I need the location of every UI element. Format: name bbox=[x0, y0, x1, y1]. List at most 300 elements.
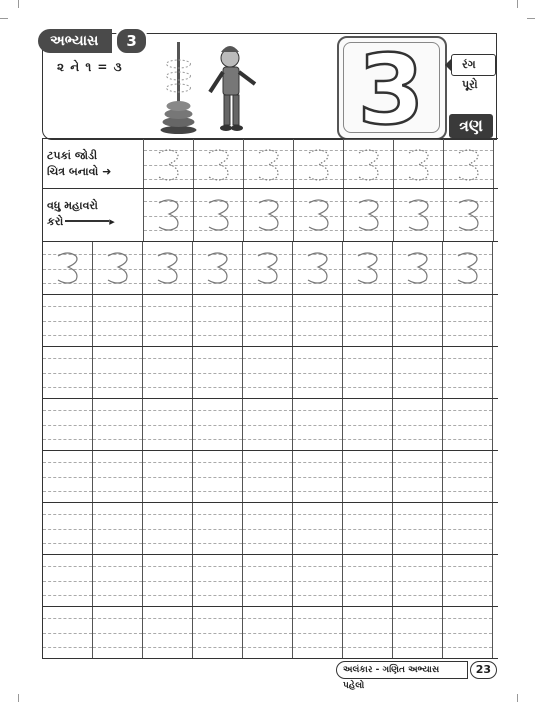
guide-line bbox=[243, 618, 292, 619]
crop-mark bbox=[0, 18, 8, 19]
guide-line bbox=[243, 335, 292, 336]
writing-cell[interactable] bbox=[193, 347, 243, 398]
writing-cell[interactable] bbox=[243, 451, 293, 502]
guide-line bbox=[293, 543, 342, 544]
writing-cell[interactable] bbox=[144, 189, 194, 241]
writing-cell[interactable] bbox=[393, 242, 443, 294]
guide-lines bbox=[343, 451, 392, 502]
guide-lines bbox=[193, 347, 242, 398]
guide-line bbox=[93, 373, 142, 374]
guide-line bbox=[443, 439, 492, 440]
guide-line bbox=[93, 335, 142, 336]
guide-line bbox=[43, 335, 92, 336]
writing-cell[interactable] bbox=[443, 399, 493, 450]
guide-lines bbox=[243, 451, 292, 502]
guide-line bbox=[293, 462, 342, 463]
writing-cell[interactable] bbox=[143, 399, 193, 450]
writing-cell[interactable] bbox=[343, 347, 393, 398]
page-number: 23 bbox=[470, 661, 497, 679]
guide-line bbox=[293, 335, 342, 336]
writing-cell[interactable] bbox=[93, 399, 143, 450]
writing-cell[interactable] bbox=[243, 347, 293, 398]
guide-line bbox=[143, 410, 192, 411]
writing-cell[interactable] bbox=[43, 242, 93, 294]
writing-cell[interactable] bbox=[443, 242, 493, 294]
trace-instruction-line2-wrap bbox=[47, 164, 143, 180]
guide-lines bbox=[93, 555, 142, 606]
guide-line bbox=[243, 321, 292, 322]
traceable-digit-three bbox=[450, 248, 486, 288]
guide-line bbox=[393, 462, 442, 463]
guide-line bbox=[293, 647, 342, 648]
guide-line bbox=[343, 566, 392, 567]
writing-cell[interactable] bbox=[343, 451, 393, 502]
guide-line bbox=[193, 566, 242, 567]
guide-lines bbox=[343, 399, 392, 450]
guide-lines bbox=[43, 607, 92, 658]
exercise-number: 3 bbox=[115, 27, 147, 55]
guide-line bbox=[93, 410, 142, 411]
guide-line bbox=[43, 425, 92, 426]
writing-cell[interactable] bbox=[443, 503, 493, 554]
traceable-digit-three bbox=[301, 195, 337, 235]
guide-lines bbox=[343, 555, 392, 606]
guide-lines bbox=[243, 607, 292, 658]
guide-lines bbox=[43, 503, 92, 554]
writing-cell[interactable] bbox=[93, 503, 143, 554]
writing-cell[interactable] bbox=[293, 607, 343, 658]
guide-line bbox=[443, 335, 492, 336]
writing-cell[interactable] bbox=[344, 139, 394, 188]
guide-line bbox=[43, 491, 92, 492]
guide-lines bbox=[143, 555, 192, 606]
guide-lines bbox=[243, 503, 292, 554]
writing-cell[interactable] bbox=[93, 242, 143, 294]
guide-lines bbox=[43, 295, 92, 346]
writing-cell[interactable] bbox=[143, 607, 193, 658]
guide-line bbox=[443, 410, 492, 411]
writing-cell[interactable] bbox=[393, 295, 443, 346]
exercise-title bbox=[38, 29, 148, 53]
empty-practice-row bbox=[43, 555, 498, 607]
writing-cell[interactable] bbox=[244, 189, 294, 241]
writing-cell[interactable] bbox=[393, 503, 443, 554]
guide-line bbox=[343, 633, 392, 634]
writing-cell[interactable] bbox=[443, 347, 493, 398]
empty-practice-row bbox=[43, 347, 498, 399]
guide-lines bbox=[193, 555, 242, 606]
guide-line bbox=[93, 514, 142, 515]
writing-cell[interactable] bbox=[43, 555, 93, 606]
guide-line bbox=[293, 595, 342, 596]
guide-line bbox=[243, 566, 292, 567]
writing-cell[interactable] bbox=[93, 347, 143, 398]
guide-line bbox=[293, 514, 342, 515]
guide-line bbox=[343, 529, 392, 530]
writing-cell[interactable] bbox=[443, 295, 493, 346]
writing-cell[interactable] bbox=[43, 451, 93, 502]
guide-line bbox=[293, 439, 342, 440]
guide-line bbox=[243, 529, 292, 530]
traceable-digit-three bbox=[251, 195, 287, 235]
guide-line bbox=[143, 373, 192, 374]
guide-line bbox=[393, 477, 442, 478]
writing-cell[interactable] bbox=[144, 139, 194, 188]
guide-line bbox=[443, 462, 492, 463]
writing-cell[interactable] bbox=[243, 607, 293, 658]
guide-line bbox=[443, 618, 492, 619]
writing-cell[interactable] bbox=[243, 295, 293, 346]
guide-line bbox=[343, 491, 392, 492]
guide-line bbox=[93, 618, 142, 619]
guide-lines bbox=[143, 347, 192, 398]
writing-cell[interactable] bbox=[343, 607, 393, 658]
writing-cell[interactable] bbox=[43, 399, 93, 450]
guide-line bbox=[343, 373, 392, 374]
guide-line bbox=[143, 321, 192, 322]
traceable-digit-three bbox=[200, 248, 236, 288]
practice-instruction-line2-wrap: કરો ▸ bbox=[47, 215, 115, 228]
guide-lines bbox=[443, 503, 492, 554]
guide-line bbox=[393, 491, 442, 492]
writing-cell[interactable] bbox=[93, 555, 143, 606]
guide-line bbox=[243, 462, 292, 463]
guide-line bbox=[193, 306, 242, 307]
writing-cell[interactable] bbox=[244, 139, 294, 188]
crop-mark bbox=[517, 694, 518, 702]
writing-cell[interactable] bbox=[293, 503, 343, 554]
writing-cell[interactable] bbox=[243, 503, 293, 554]
guide-line bbox=[43, 477, 92, 478]
guide-line bbox=[43, 543, 92, 544]
crop-mark bbox=[527, 18, 535, 19]
writing-cell[interactable] bbox=[193, 295, 243, 346]
svg-text:3: 3 bbox=[357, 43, 425, 132]
guide-line bbox=[293, 387, 342, 388]
guide-lines bbox=[243, 555, 292, 606]
writing-cell[interactable] bbox=[43, 347, 93, 398]
guide-line bbox=[393, 410, 442, 411]
guide-line bbox=[293, 306, 342, 307]
guide-lines bbox=[293, 399, 342, 450]
guide-line bbox=[243, 633, 292, 634]
guide-line bbox=[93, 477, 142, 478]
empty-practice-row bbox=[43, 607, 498, 659]
guide-line bbox=[143, 425, 192, 426]
guide-line bbox=[43, 387, 92, 388]
guide-line bbox=[43, 618, 92, 619]
writing-cell[interactable] bbox=[43, 503, 93, 554]
guide-line bbox=[343, 306, 392, 307]
writing-cell[interactable] bbox=[393, 347, 443, 398]
guide-line bbox=[43, 529, 92, 530]
guide-lines bbox=[193, 607, 242, 658]
guide-line bbox=[193, 514, 242, 515]
guide-line bbox=[193, 529, 242, 530]
writing-cell[interactable] bbox=[143, 503, 193, 554]
guide-line bbox=[393, 595, 442, 596]
writing-cell[interactable] bbox=[393, 607, 443, 658]
writing-cell[interactable] bbox=[193, 451, 243, 502]
guide-lines bbox=[443, 347, 492, 398]
guide-line bbox=[43, 358, 92, 359]
guide-line bbox=[93, 595, 142, 596]
guide-line bbox=[43, 514, 92, 515]
guide-line bbox=[443, 581, 492, 582]
guide-line bbox=[143, 618, 192, 619]
empty-practice-row bbox=[43, 399, 498, 451]
guide-line bbox=[143, 595, 192, 596]
guide-line bbox=[443, 477, 492, 478]
writing-cell[interactable] bbox=[393, 451, 443, 502]
guide-line bbox=[393, 566, 442, 567]
writing-cell[interactable] bbox=[343, 503, 393, 554]
guide-line bbox=[343, 543, 392, 544]
writing-cell[interactable] bbox=[293, 295, 343, 346]
writing-cell[interactable] bbox=[444, 139, 494, 188]
tracing-grid bbox=[42, 138, 498, 659]
guide-lines bbox=[443, 295, 492, 346]
writing-cell[interactable] bbox=[393, 399, 443, 450]
guide-line bbox=[243, 491, 292, 492]
traceable-digit-three bbox=[451, 145, 487, 185]
guide-line bbox=[343, 647, 392, 648]
guide-line bbox=[193, 543, 242, 544]
guide-line bbox=[93, 581, 142, 582]
writing-cell[interactable] bbox=[343, 399, 393, 450]
guide-lines bbox=[143, 451, 192, 502]
writing-cell[interactable] bbox=[444, 189, 494, 241]
guide-line bbox=[143, 358, 192, 359]
guide-line bbox=[93, 358, 142, 359]
guide-lines bbox=[243, 347, 292, 398]
guide-line bbox=[243, 410, 292, 411]
writing-cell[interactable] bbox=[443, 451, 493, 502]
guide-line bbox=[193, 462, 242, 463]
guide-line bbox=[243, 647, 292, 648]
guide-lines bbox=[243, 399, 292, 450]
guide-lines bbox=[43, 451, 92, 502]
guide-lines bbox=[243, 295, 292, 346]
trace-row bbox=[43, 138, 498, 189]
guide-lines bbox=[443, 451, 492, 502]
guide-line bbox=[193, 425, 242, 426]
writing-cell[interactable] bbox=[343, 295, 393, 346]
guide-lines bbox=[293, 451, 342, 502]
traceable-digit-three bbox=[400, 248, 436, 288]
writing-cell[interactable] bbox=[193, 607, 243, 658]
big-digit-frame bbox=[343, 42, 440, 133]
writing-cell[interactable] bbox=[394, 189, 444, 241]
guide-line bbox=[293, 373, 342, 374]
guide-line bbox=[43, 595, 92, 596]
writing-cell[interactable] bbox=[343, 242, 393, 294]
writing-cell[interactable] bbox=[294, 189, 344, 241]
writing-cell[interactable] bbox=[293, 555, 343, 606]
guide-line bbox=[293, 321, 342, 322]
crop-mark bbox=[18, 694, 19, 702]
guide-line bbox=[393, 425, 442, 426]
guide-line bbox=[293, 618, 342, 619]
writing-cell[interactable] bbox=[93, 295, 143, 346]
guide-lines bbox=[293, 295, 342, 346]
guide-line bbox=[443, 373, 492, 374]
guide-lines bbox=[143, 503, 192, 554]
traceable-digit-three bbox=[201, 195, 237, 235]
writing-cell[interactable] bbox=[243, 555, 293, 606]
guide-lines bbox=[343, 607, 392, 658]
guide-line bbox=[193, 633, 242, 634]
guide-line bbox=[443, 491, 492, 492]
guide-lines bbox=[443, 399, 492, 450]
guide-line bbox=[243, 581, 292, 582]
guide-lines bbox=[393, 503, 442, 554]
guide-line bbox=[343, 462, 392, 463]
guide-lines bbox=[393, 607, 442, 658]
empty-practice-row bbox=[43, 503, 498, 555]
writing-cell[interactable] bbox=[43, 607, 93, 658]
guide-line bbox=[93, 647, 142, 648]
guide-line bbox=[93, 425, 142, 426]
guide-line bbox=[293, 491, 342, 492]
writing-cell[interactable] bbox=[294, 139, 344, 188]
traceable-digit-three bbox=[150, 248, 186, 288]
guide-line bbox=[343, 321, 392, 322]
guide-lines bbox=[93, 451, 142, 502]
traceable-digit-three bbox=[451, 195, 487, 235]
guide-line bbox=[443, 543, 492, 544]
guide-lines bbox=[293, 607, 342, 658]
guide-lines bbox=[343, 295, 392, 346]
guide-line bbox=[343, 581, 392, 582]
guide-line bbox=[243, 358, 292, 359]
guide-line bbox=[193, 335, 242, 336]
writing-cell[interactable] bbox=[443, 607, 493, 658]
guide-line bbox=[393, 514, 442, 515]
guide-line bbox=[193, 491, 242, 492]
big-digit-panel bbox=[337, 36, 447, 140]
writing-cell[interactable] bbox=[293, 242, 343, 294]
guide-line bbox=[443, 529, 492, 530]
guide-lines bbox=[143, 399, 192, 450]
guide-line bbox=[93, 543, 142, 544]
writing-cell[interactable] bbox=[193, 399, 243, 450]
writing-cell[interactable] bbox=[344, 189, 394, 241]
guide-line bbox=[443, 387, 492, 388]
trace-instruction-line2: ચિત્ર બનાવો bbox=[47, 165, 99, 178]
writing-cell[interactable] bbox=[143, 295, 193, 346]
traceable-digit-three bbox=[401, 195, 437, 235]
guide-line bbox=[393, 321, 442, 322]
writing-cell[interactable] bbox=[193, 555, 243, 606]
writing-cell[interactable] bbox=[93, 451, 143, 502]
writing-cell[interactable] bbox=[143, 347, 193, 398]
guide-line bbox=[393, 581, 442, 582]
guide-line bbox=[43, 581, 92, 582]
writing-cell[interactable] bbox=[293, 451, 343, 502]
guide-line bbox=[343, 335, 392, 336]
guide-lines bbox=[393, 555, 442, 606]
writing-cell[interactable] bbox=[193, 503, 243, 554]
guide-line bbox=[43, 647, 92, 648]
writing-cell[interactable] bbox=[143, 451, 193, 502]
guide-line bbox=[143, 335, 192, 336]
guide-lines bbox=[293, 347, 342, 398]
writing-cell[interactable] bbox=[393, 555, 443, 606]
traceable-digit-three bbox=[151, 195, 187, 235]
guide-line bbox=[393, 647, 442, 648]
guide-line bbox=[193, 387, 242, 388]
guide-lines bbox=[43, 347, 92, 398]
guide-lines bbox=[343, 503, 392, 554]
guide-lines bbox=[393, 295, 442, 346]
guide-line bbox=[93, 529, 142, 530]
guide-lines bbox=[43, 399, 92, 450]
guide-line bbox=[393, 439, 442, 440]
traceable-digit-three bbox=[301, 145, 337, 185]
writing-cell[interactable] bbox=[143, 555, 193, 606]
writing-cell[interactable] bbox=[243, 399, 293, 450]
writing-cell[interactable] bbox=[194, 139, 244, 188]
writing-cell[interactable] bbox=[193, 242, 243, 294]
guide-line bbox=[243, 595, 292, 596]
guide-line bbox=[343, 595, 392, 596]
guide-line bbox=[193, 439, 242, 440]
guide-line bbox=[143, 581, 192, 582]
writing-cell[interactable] bbox=[394, 139, 444, 188]
guide-line bbox=[293, 566, 342, 567]
guide-line bbox=[343, 387, 392, 388]
writing-cell[interactable] bbox=[443, 555, 493, 606]
guide-line bbox=[93, 321, 142, 322]
guide-line bbox=[293, 425, 342, 426]
traceable-digit-three bbox=[201, 145, 237, 185]
writing-cell[interactable] bbox=[194, 189, 244, 241]
guide-line bbox=[43, 373, 92, 374]
guide-line bbox=[93, 306, 142, 307]
guide-lines bbox=[143, 295, 192, 346]
writing-cell[interactable] bbox=[293, 347, 343, 398]
number-word-badge: ત્રણ bbox=[449, 114, 493, 138]
crop-mark bbox=[517, 0, 518, 8]
writing-cell[interactable] bbox=[343, 555, 393, 606]
writing-cell[interactable] bbox=[143, 242, 193, 294]
guide-line bbox=[193, 618, 242, 619]
guide-line bbox=[193, 477, 242, 478]
guide-line bbox=[443, 425, 492, 426]
guide-line bbox=[293, 529, 342, 530]
guide-lines bbox=[143, 607, 192, 658]
guide-line bbox=[43, 306, 92, 307]
guide-lines bbox=[193, 399, 242, 450]
outlined-digit-three bbox=[344, 43, 439, 132]
guide-line bbox=[93, 387, 142, 388]
writing-cell[interactable] bbox=[293, 399, 343, 450]
guide-line bbox=[243, 306, 292, 307]
writing-cell[interactable] bbox=[43, 295, 93, 346]
guide-line bbox=[193, 581, 242, 582]
writing-cell[interactable] bbox=[93, 607, 143, 658]
guide-line bbox=[143, 491, 192, 492]
guide-line bbox=[193, 647, 242, 648]
guide-line bbox=[243, 543, 292, 544]
guide-line bbox=[193, 358, 242, 359]
guide-lines bbox=[93, 295, 142, 346]
guide-line bbox=[143, 387, 192, 388]
guide-line bbox=[343, 618, 392, 619]
writing-cell[interactable] bbox=[243, 242, 293, 294]
color-instruction-label: રંગ પૂરો bbox=[451, 54, 496, 76]
